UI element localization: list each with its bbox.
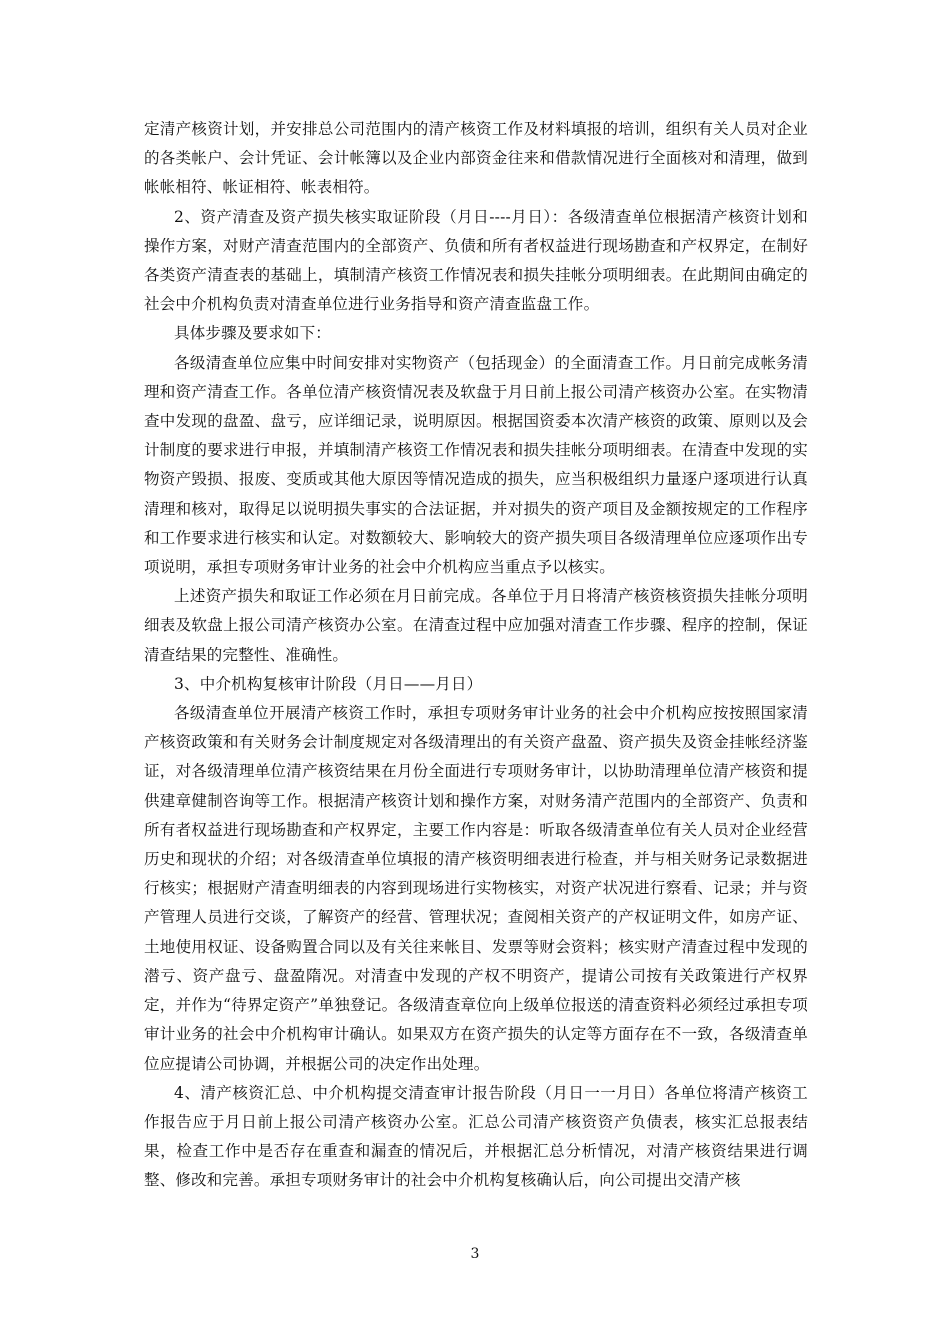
paragraph-steps-heading: 具体步骤及要求如下： (174, 324, 332, 343)
paragraph-stage-3-heading: 3、中介机构复核审计阶段（月日——月日） (174, 674, 483, 693)
paragraph-physical-inventory: 各级清查单位应集中时间安排对实物资产（包括现金）的全面清查工作。月日前完成帐务清理和资产清查工作。各单位清产核资情况表及软盘于月日前上报公司清产核资办公室。在实物清查中发现的盘盈、盘亏，应详细记录，说明原因。根据国资委本次清产核资的政策、原则以及会计制度的要求进行申报，并填制清产核资工作情况表和损失挂帐分项明细表。在清查中发现的实物资产毁损、报废、变质或其他大原因等情况造成的损失，应当积极组织力量逐户逐项进行认真清理和核对，取得足以说明损失事实的合法证据，并对损失的资产项目及金额按规定的工作程序和工作要求进行核实和认定。对数额较大、影响较大的资产损失项目各级清理单位应逐项作出专项说明，承担专项财务审计业务的社会中介机构应当重点予以核实。 (144, 353, 808, 577)
page-number: 3 (470, 1246, 480, 1262)
paragraph-continuation: 定清产核资计划，并安排总公司范围内的清产核资工作及材料填报的培训，组织有关人员对企业的各类帐户、会计凭证、会计帐簿以及企业内部资金往来和借款情况进行全面核对和清理，做到帐帐相符、帐证相符、帐表相符。 (144, 120, 808, 197)
paragraph-stage-4: 4、清产核资汇总、中介机构提交清查审计报告阶段（月日一一月日）各单位将清产核资工作报告应于月日前上报公司清产核资办公室。汇总公司清产核资资产负债表，核实汇总报表结果，检查工作中是否存在重查和漏查的情况后，并根据汇总分析情况，对清产核资结果进行调整、修改和完善。承担专项财务审计的社会中介机构复核确认后，向公司提出交清产核 (144, 1083, 808, 1190)
paragraph-stage-2: 2、资产清查及资产损失核实取证阶段（月日----月日）：各级清查单位根据清产核资计划和操作方案，对财产清查范围内的全部资产、负债和所有者权益进行现场勘查和产权界定，在制好各类资产清查表的基础上，填制清产核资工作情况表和损失挂帐分项明细表。在此期间由确定的社会中介机构负责对清查单位进行业务指导和资产清查监盘工作。 (144, 207, 808, 314)
document-body (144, 115, 808, 1196)
paragraph-loss-deadline: 上述资产损失和取证工作必须在月日前完成。各单位于月日将清产核资核资损失挂帐分项明细表及软盘上报公司清产核资办公室。在清查过程中应加强对清查工作步骤、程序的控制，保证清查结果的完整性、准确性。 (144, 587, 808, 664)
paragraph-intermediary-audit: 各级清查单位开展清产核资工作时，承担专项财务审计业务的社会中介机构应按按照国家清产核资政策和有关财务会计制度规定对各级清理出的有关资产盘盈、资产损失及资金挂帐经济鉴证，对各级清理单位清产核资结果在月份全面进行专项财务审计，以协助清理单位清产核资和提供建章健制咨询等工作。根据清产核资计划和操作方案，对财务清产范围内的全部资产、负责和所有者权益进行现场勘查和产权界定，主要工作内容是：听取各级清查单位有关人员对企业经营历史和现状的介绍；对各级清查单位填报的清产核资明细表进行检查，并与相关财务记录数据进行核实；根据财产清查明细表的内容到现场进行实物核实，对资产状况进行察看、记录；并与资产管理人员进行交谈，了解资产的经营、管理状况；查阅相关资产的产权证明文件，如房产证、土地使用权证、设备购置合同以及有关往来帐目、发票等财会资料；核实财产清查过程中发现的潜亏、资产盘亏、盘盈隋况。对清查中发现的产权不明资产，提请公司按有关政策进行产权界定，并作为“待界定资产”单独登记。各级清查章位向上级单位报送的清查资料必须经过承担专项审计业务的社会中介机构审计确认。如果双方在资产损失的认定等方面存在不一致，各级清查单位应提请公司协调，并根据公司的决定作出处理。 (144, 704, 808, 1073)
